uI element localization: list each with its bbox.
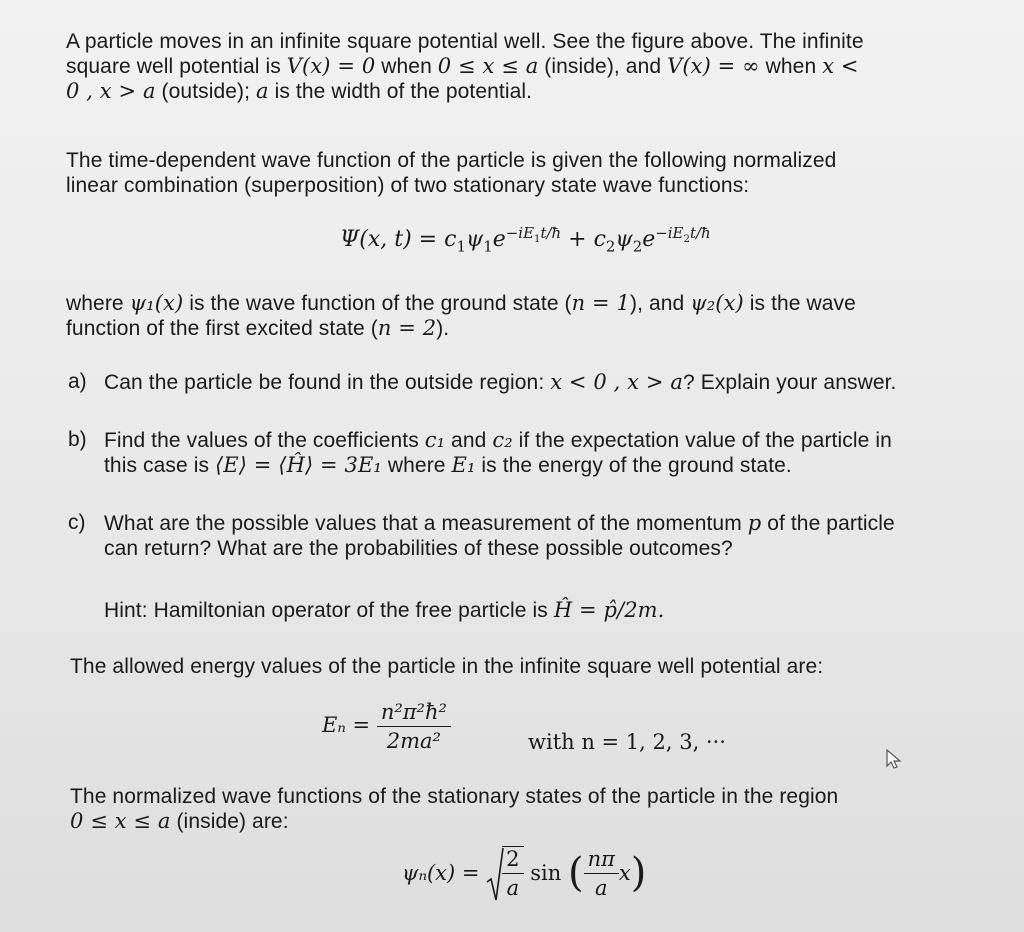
question-text: What are the possible values that a measurement of the momentum: [104, 512, 748, 535]
intro-text: when: [759, 55, 823, 78]
question-b-line-1: [104, 428, 892, 453]
hint-text: Hint: Hamiltonian operator of the free particle is: [104, 599, 554, 622]
intro-line-2: [66, 54, 864, 79]
energy-numerator: n²π²ħ²: [377, 700, 451, 727]
question-b-label: b): [68, 428, 87, 451]
math-a: a: [256, 79, 269, 103]
superposition-line-2: linear combination (superposition) of two stationary state wave functions:: [66, 174, 750, 197]
math-c2: c₂: [492, 428, 513, 452]
stationary-wavefunction-equation: [402, 846, 646, 900]
sqrt-expression: [486, 846, 523, 900]
wavefunction-intro-line-1: The normalized wave functions of the stationary states of the particle in the region: [70, 785, 839, 808]
question-text: where: [381, 454, 452, 477]
math-x-less: x <: [822, 54, 859, 78]
psi-n-lhs: ψₙ(x) =: [402, 861, 480, 885]
energy-intro: [70, 654, 823, 679]
where-paragraph: [66, 291, 856, 341]
math-inside-range: 0 ≤ x ≤ a: [70, 809, 171, 833]
question-text: Find the values of the coefficients: [104, 429, 425, 452]
right-paren-icon: ): [630, 850, 647, 896]
math-psi1: ψ₁(x): [129, 291, 184, 315]
hint-line: [104, 598, 664, 623]
superposition-line-1: The time-dependent wave function of the particle is given the following normalized: [66, 149, 837, 172]
question-text: is the energy of the ground state.: [475, 454, 792, 477]
sqrt-fraction: [502, 846, 523, 900]
intro-text: (outside);: [155, 80, 257, 103]
sqrt-numerator: 2: [502, 847, 523, 874]
intro-paragraph: [66, 29, 864, 104]
question-text: and: [445, 429, 493, 452]
question-text: ? Explain your answer.: [683, 371, 897, 394]
math-inside-range: 0 ≤ x ≤ a: [437, 54, 539, 78]
where-line-2: [66, 316, 856, 341]
math-e1: E₁: [451, 453, 476, 477]
superposition-paragraph: [66, 148, 836, 198]
question-a-line: [104, 370, 896, 395]
intro-text: when: [375, 55, 438, 78]
question-c-line-1: [104, 511, 895, 536]
math-outside-region: x < 0 , x > a: [550, 370, 683, 394]
where-line-1: [66, 291, 856, 316]
math-hamiltonian: Ĥ = p̂/2m.: [553, 598, 665, 622]
energy-denominator: 2ma²: [386, 729, 441, 753]
energy-with-text: with n = 1, 2, 3, ···: [528, 730, 726, 754]
where-text: is the wave: [743, 292, 856, 315]
wavefunction-intro: [70, 784, 838, 834]
question-text: of the particle: [761, 512, 895, 535]
intro-text: is the width of the potential.: [268, 80, 533, 103]
energy-equation: [322, 700, 451, 753]
intro-line-1: A particle moves in an infinite square potential well. See the figure above. The infinite: [66, 30, 864, 53]
math-outside-range: 0 , x > a: [66, 79, 156, 103]
where-text: ), and: [629, 292, 691, 315]
question-text: if the expectation value of the particle in: [512, 429, 892, 452]
question-c-line-2: can return? What are the probabilities of these possible outcomes?: [104, 537, 733, 560]
question-a: [104, 370, 896, 395]
math-c1: c₁: [424, 428, 446, 452]
sin-argument-fraction: [584, 847, 619, 900]
where-text: where: [66, 292, 130, 315]
left-paren-icon: (: [567, 850, 584, 896]
where-text: is the wave function of the ground state (: [183, 292, 572, 315]
intro-text: (inside), and: [538, 55, 668, 78]
sin-function: sin: [530, 861, 562, 885]
energy-range: [528, 730, 726, 754]
energy-fraction: [377, 700, 451, 753]
question-c: [104, 511, 895, 561]
question-text: Can the particle be found in the outside region:: [104, 371, 551, 394]
wavefunction-intro-line-2: [70, 809, 838, 834]
math-psi2: ψ₂(x): [690, 291, 744, 315]
math-expectation: ⟨E⟩ = ⟨Ĥ⟩ = 3E₁: [215, 453, 382, 477]
energy-intro-line: The allowed energy values of the particle in the infinite square well potential are:: [70, 655, 824, 678]
where-text: ).: [436, 317, 450, 340]
question-b: [104, 428, 892, 478]
math-p: p: [747, 511, 762, 535]
wavefunction-equation: Ψ(x, $t) = c_1\psi_1e^{-iE_1t/ħ} + c_2\psi_2e^{-iE_2t/ħ}$: [340, 223, 711, 256]
intro-text: square well potential is: [66, 55, 287, 78]
question-a-label: a): [68, 370, 87, 393]
wavefunction-intro-text: (inside) are:: [170, 810, 289, 833]
question-text: this case is: [104, 454, 216, 477]
sqrt-icon: [486, 846, 504, 904]
math-v-outside: V(x) = ∞: [667, 54, 760, 78]
question-b-line-2: [104, 453, 892, 478]
math-v-inside: V(x) = 0: [286, 54, 376, 78]
where-text: function of the first excited state (: [66, 317, 378, 340]
sin-arg-x: x: [618, 861, 631, 885]
intro-line-3: [66, 79, 864, 104]
question-c-label: c): [68, 511, 86, 534]
sin-arg-denominator: a: [594, 875, 608, 900]
math-n2: n = 2: [377, 316, 437, 340]
sin-arg-numerator: nπ: [584, 847, 619, 874]
mouse-cursor-icon: [885, 748, 903, 770]
hint: [104, 598, 664, 623]
math-n1: n = 1: [571, 291, 630, 315]
sqrt-denominator: a: [506, 876, 520, 900]
energy-lhs: Eₙ =: [322, 713, 371, 737]
